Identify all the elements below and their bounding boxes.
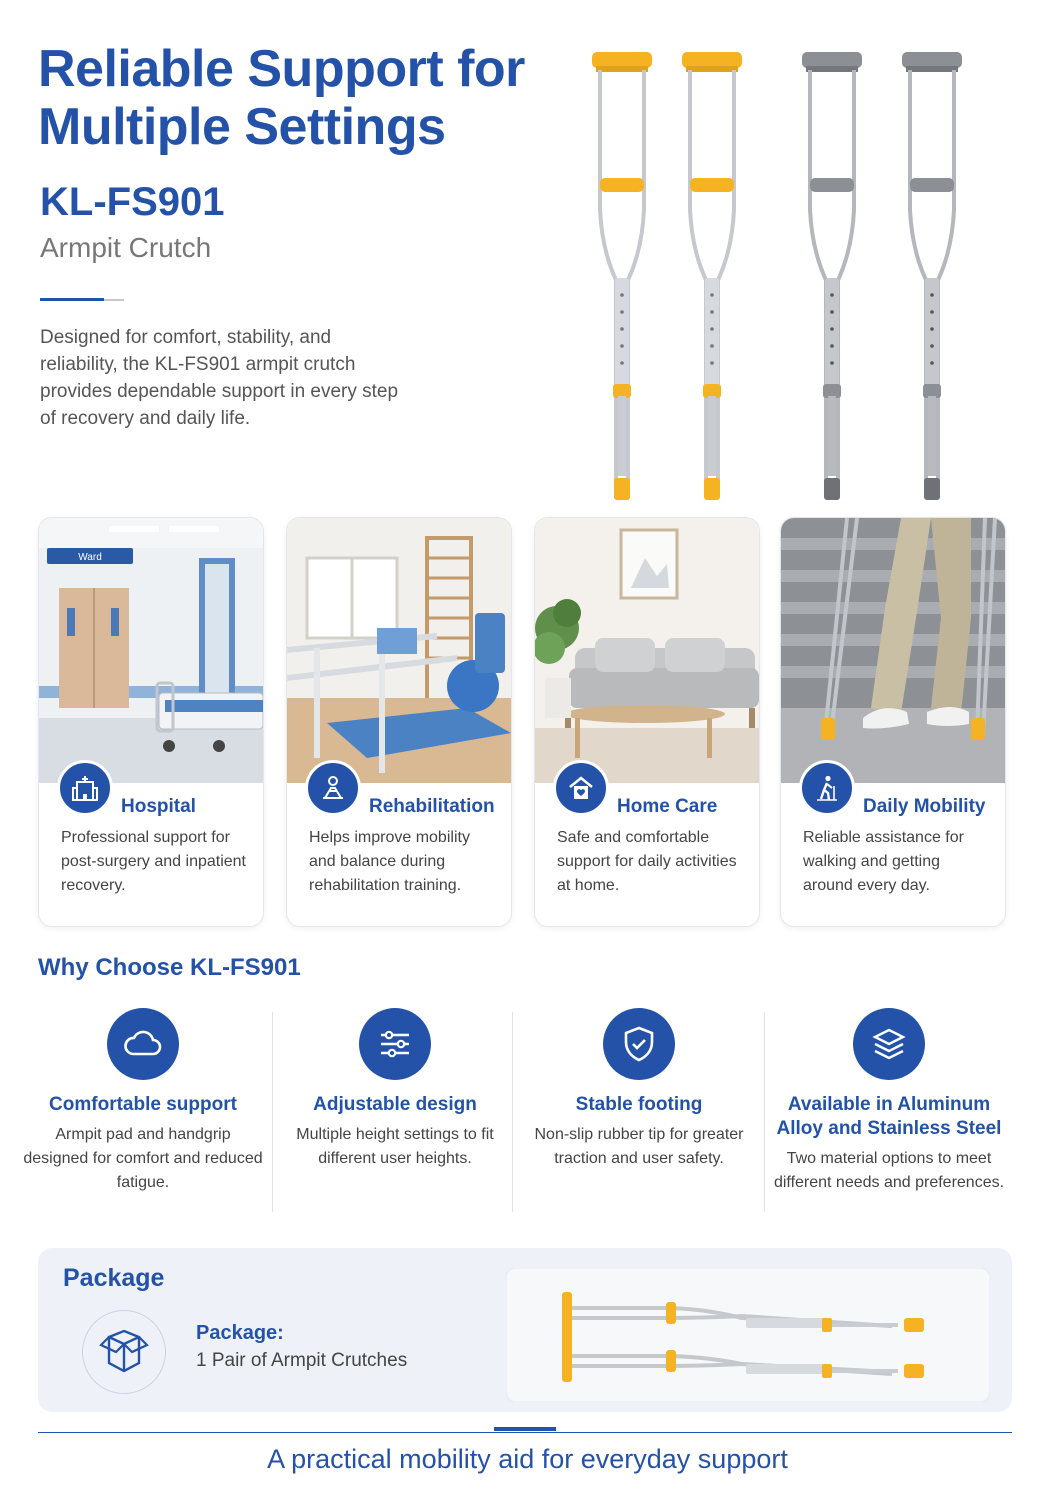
package-contents: 1 Pair of Armpit Crutches (196, 1350, 408, 1371)
hospital-photo (39, 518, 263, 783)
feature-divider (764, 1012, 765, 1212)
feature-title: Available in Aluminum Alloy and Stainless Steel (776, 1094, 1002, 1139)
setting-card-daily-mobility (780, 517, 1006, 927)
setting-card-home-care (534, 517, 760, 927)
feature-material-options (769, 1008, 1009, 1195)
feature-description: Armpit pad and handgrip designed for comfort and reduced fatigue. (23, 1126, 263, 1191)
shield-check-icon (603, 1008, 675, 1080)
feature-title: Comfortable support (49, 1094, 237, 1115)
setting-title: Home Care (617, 796, 718, 817)
home-care-photo (535, 518, 759, 783)
feature-divider (512, 1012, 513, 1212)
title-divider-tail (104, 299, 124, 301)
ward-sign-label: Ward (78, 552, 102, 563)
daily-mobility-photo (781, 518, 1005, 783)
feature-stable-footing (519, 1008, 759, 1171)
feature-comfortable-support (23, 1008, 263, 1195)
product-subtitle: Armpit Crutch (40, 232, 212, 263)
walking-icon (799, 760, 855, 816)
feature-title: Adjustable design (313, 1094, 477, 1115)
feature-description: Two material options to meet different needs and preferences. (773, 1150, 1005, 1191)
setting-description: Professional support for post-surgery and inpatient recovery. (61, 829, 246, 894)
feature-description: Multiple height settings to fit different user heights. (296, 1126, 494, 1167)
title-divider (40, 298, 104, 301)
feature-adjustable-design (275, 1008, 515, 1171)
footer-accent (494, 1427, 556, 1431)
rehabilitation-photo (287, 518, 511, 783)
crutch-aluminum-left (584, 50, 660, 502)
setting-title: Daily Mobility (863, 796, 986, 817)
feature-divider (272, 1012, 273, 1212)
layers-icon (853, 1008, 925, 1080)
crutch-steel-left (794, 50, 870, 502)
setting-description: Safe and comfortable support for daily activities at home. (557, 829, 737, 894)
cloud-icon (107, 1008, 179, 1080)
home-icon (553, 760, 609, 816)
hospital-icon (57, 760, 113, 816)
package-section (38, 1248, 1012, 1412)
packaged-crutches-image (506, 1268, 990, 1402)
footer-divider (38, 1432, 1012, 1433)
feature-description: Non-slip rubber tip for greater traction and user safety. (534, 1126, 744, 1167)
sliders-icon (359, 1008, 431, 1080)
feature-title: Stable footing (575, 1094, 703, 1115)
crutch-aluminum-right (674, 50, 750, 502)
intro-text: Designed for comfort, stability, and reliability, the KL-FS901 armpit crutch provides dependable support in every step of recovery and daily life. (40, 327, 399, 429)
setting-title: Hospital (121, 796, 196, 817)
why-choose-heading: Why Choose KL-FS901 (38, 954, 301, 981)
page-title: Reliable Support for Multiple Settings (38, 40, 525, 156)
setting-description: Reliable assistance for walking and getting around every day. (803, 829, 964, 894)
setting-title: Rehabilitation (369, 796, 495, 817)
model-number: KL-FS901 (40, 180, 225, 224)
footer-tagline: A practical mobility aid for everyday support (267, 1444, 788, 1474)
setting-card-hospital (38, 517, 264, 927)
rehab-icon (305, 760, 361, 816)
setting-description: Helps improve mobility and balance during rehabilitation training. (309, 829, 470, 894)
package-heading: Package (63, 1264, 165, 1292)
setting-card-rehabilitation (286, 517, 512, 927)
box-icon (82, 1310, 166, 1394)
package-label: Package: (196, 1322, 284, 1344)
crutch-steel-right (894, 50, 970, 502)
